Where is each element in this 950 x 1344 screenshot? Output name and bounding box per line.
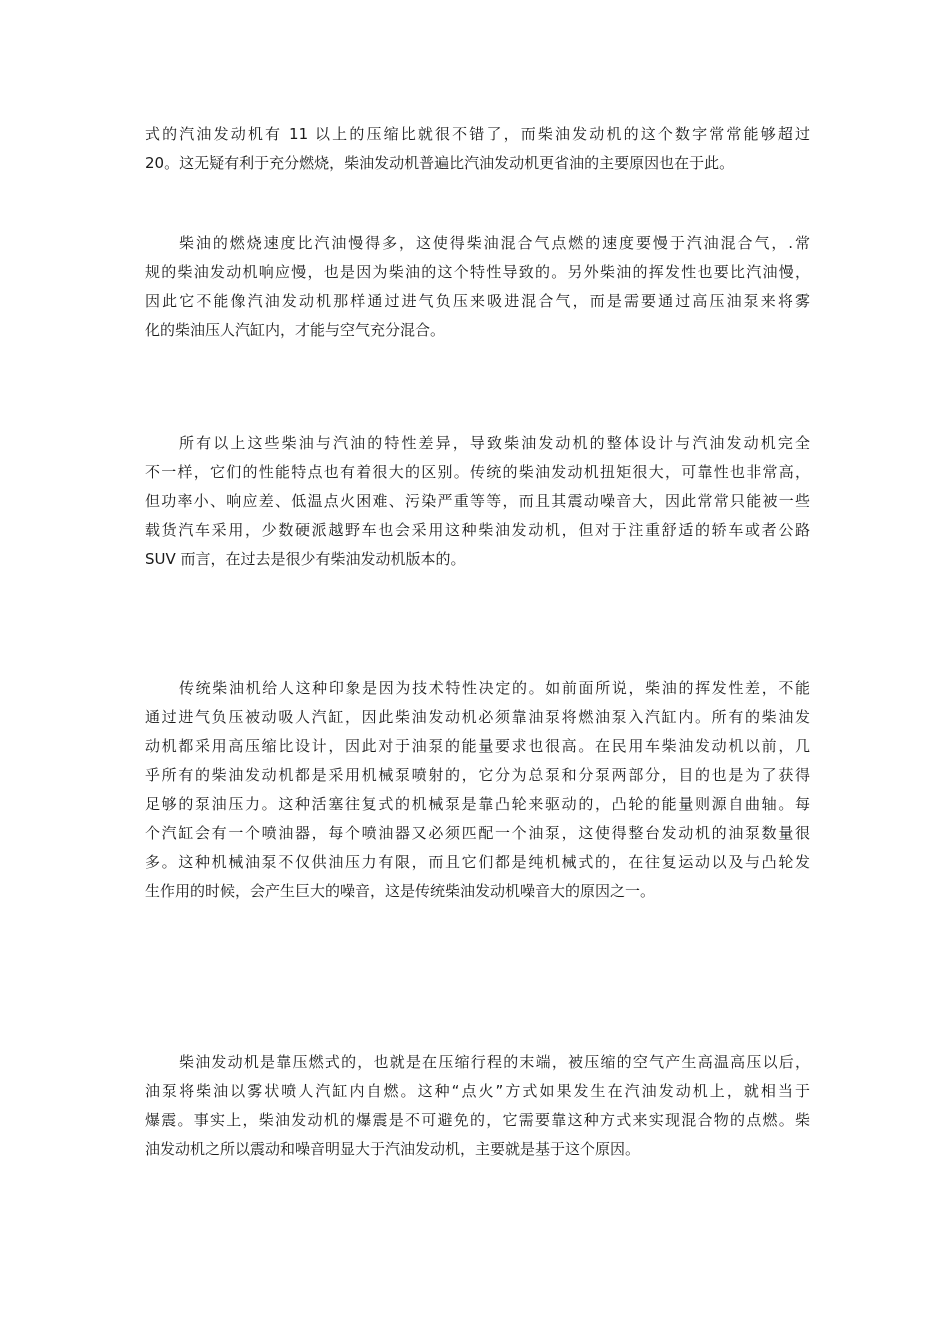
paragraph-2 <box>145 229 810 345</box>
paragraph-line: 乎所有的柴油发动机都是采用机械泵喷射的，它分为总泵和分泵两部分，目的也是为了获得 <box>145 766 810 784</box>
paragraph-line: 但功率小、响应差、低温点火困难、污染严重等等，而且其震动噪音大，因此常常只能被一些 <box>145 492 810 510</box>
paragraph-line: 20。这无疑有利于充分燃烧，柴油发动机普遍比汽油发动机更省油的主要原因也在于此。 <box>145 154 735 172</box>
paragraph-line: 个汽缸会有一个喷油器，每个喷油器又必须匹配一个油泵，这使得整台发动机的油泵数量很 <box>145 824 810 842</box>
paragraph-line: 油泵将柴油以雾状喷人汽缸内自燃。这种“点火”方式如果发生在汽油发动机上，就相当于 <box>145 1082 810 1100</box>
paragraph-line: 式的汽油发动机有 11 以上的压缩比就很不错了，而柴油发动机的这个数字常常能够超过 <box>145 125 810 143</box>
paragraph-line: 化的柴油压人汽缸内，才能与空气充分混合。 <box>145 321 446 339</box>
paragraph-line: 多。这种机械油泵不仅供油压力有限，而且它们都是纯机械式的，在往复运动以及与凸轮发 <box>145 853 810 871</box>
paragraph-line: 足够的泵油压力。这种活塞往复式的机械泵是靠凸轮来驱动的，凸轮的能量则源自曲轴。每 <box>145 795 810 813</box>
paragraph-line: 因此它不能像汽油发动机那样通过进气负压来吸进混合气，而是需要通过高压油泵来将雾 <box>145 292 810 310</box>
paragraph-line: 所有以上这些柴油与汽油的特性差异，导致柴油发动机的整体设计与汽油发动机完全 <box>179 434 810 452</box>
paragraph-line: 传统柴油机给人这种印象是因为技术特性决定的。如前面所说，柴油的挥发性差，不能 <box>179 679 810 697</box>
paragraph-line: 动机都采用高压缩比设计，因此对于油泵的能量要求也很高。在民用车柴油发动机以前，几 <box>145 737 810 755</box>
paragraph-line: 柴油的燃烧速度比汽油慢得多，这使得柴油混合气点燃的速度要慢于汽油混合气，.常 <box>179 234 810 252</box>
paragraph-line: 通过进气负压被动吸人汽缸，因此柴油发动机必须靠油泵将燃油泵入汽缸内。所有的柴油发 <box>145 708 810 726</box>
paragraph-3 <box>145 429 810 574</box>
paragraph-1 <box>145 120 810 178</box>
paragraph-line: 爆震。事实上，柴油发动机的爆震是不可避免的，它需要靠这种方式来实现混合物的点燃。柴 <box>145 1111 810 1129</box>
paragraph-line: 规的柴油发动机响应慢，也是因为柴油的这个特性导致的。另外柴油的挥发性也要比汽油慢， <box>145 263 810 281</box>
paragraph-line: 柴油发动机是靠压燃式的，也就是在压缩行程的末端，被压缩的空气产生高温高压以后， <box>179 1053 810 1071</box>
paragraph-line: 载货汽车采用，少数硬派越野车也会采用这种柴油发动机，但对于注重舒适的轿车或者公路 <box>145 521 810 539</box>
paragraph-line: 油发动机之所以震动和噪音明显大于汽油发动机，主要就是基于这个原因。 <box>145 1140 641 1158</box>
paragraph-line: SUV 而言，在过去是很少有柴油发动机版本的。 <box>145 550 466 568</box>
paragraph-line: 不一样，它们的性能特点也有着很大的区别。传统的柴油发动机扭矩很大，可靠性也非常高， <box>145 463 810 481</box>
paragraph-5 <box>145 1048 810 1164</box>
paragraph-4 <box>145 674 810 906</box>
paragraph-line: 生作用的时候，会产生巨大的噪音，这是传统柴油发动机噪音大的原因之一。 <box>145 882 656 900</box>
